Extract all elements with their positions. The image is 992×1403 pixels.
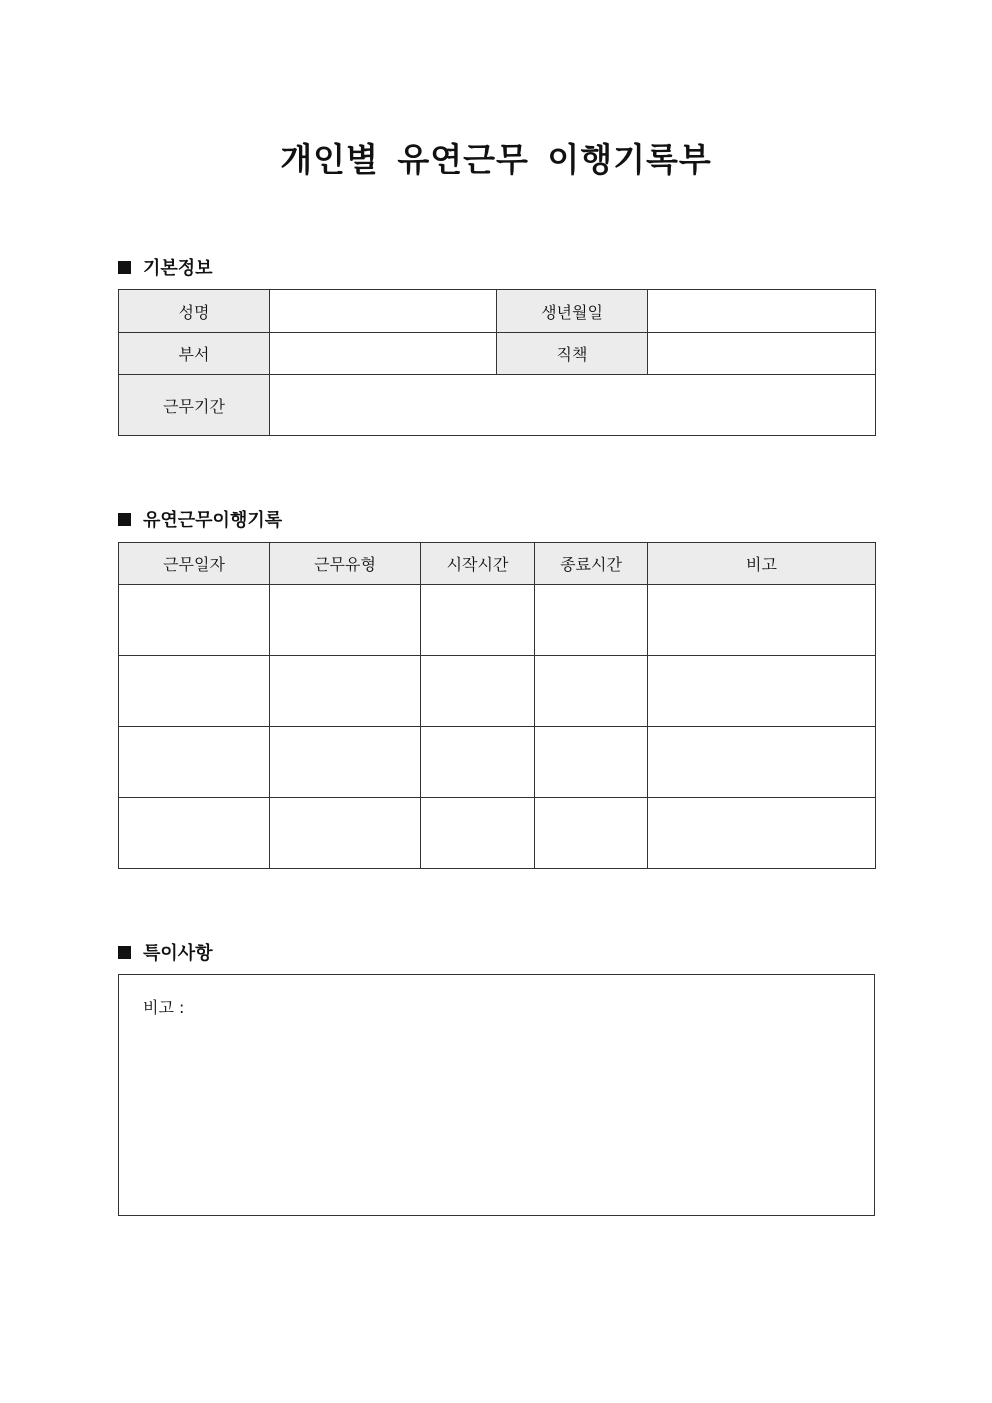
birth-label: 생년월일: [497, 290, 648, 333]
section-basic-info-title: 기본정보: [143, 258, 213, 279]
square-bullet-icon: [118, 946, 131, 959]
record-cell[interactable]: [648, 798, 876, 869]
record-cell[interactable]: [270, 798, 421, 869]
table-row: [119, 727, 876, 798]
dept-label: 부서: [119, 333, 270, 375]
square-bullet-icon: [118, 513, 131, 526]
record-cell[interactable]: [421, 656, 535, 727]
record-cell[interactable]: [119, 727, 270, 798]
page-title: 개인별 유연근무 이행기록부: [280, 140, 712, 179]
record-cell[interactable]: [119, 585, 270, 656]
name-label: 성명: [119, 290, 270, 333]
record-cell[interactable]: [648, 727, 876, 798]
section-records-heading: [118, 506, 282, 532]
record-cell[interactable]: [421, 727, 535, 798]
record-cell[interactable]: [648, 585, 876, 656]
column-header: 근무유형: [270, 543, 421, 585]
record-cell[interactable]: [270, 656, 421, 727]
period-field[interactable]: [270, 375, 876, 436]
record-cell[interactable]: [270, 585, 421, 656]
table-row: [119, 656, 876, 727]
records-table: [118, 542, 876, 869]
column-header: 시작시간: [421, 543, 535, 585]
basic-info-table: [118, 289, 876, 436]
column-header: 종료시간: [535, 543, 648, 585]
remarks-note-label: 비고 :: [143, 998, 185, 1017]
table-row: [119, 798, 876, 869]
record-cell[interactable]: [535, 727, 648, 798]
dept-field[interactable]: [270, 333, 497, 375]
column-header: 비고: [648, 543, 876, 585]
birth-field[interactable]: [648, 290, 876, 333]
record-cell[interactable]: [421, 798, 535, 869]
record-cell[interactable]: [648, 656, 876, 727]
record-cell[interactable]: [535, 585, 648, 656]
square-bullet-icon: [118, 261, 131, 274]
name-field[interactable]: [270, 290, 497, 333]
section-remarks-title: 특이사항: [143, 943, 213, 964]
section-remarks-heading: [118, 939, 213, 965]
section-basic-info-heading: [118, 254, 213, 280]
remarks-box[interactable]: [118, 974, 875, 1216]
section-records-title: 유연근무이행기록: [143, 510, 283, 531]
record-cell[interactable]: [535, 656, 648, 727]
column-header: 근무일자: [119, 543, 270, 585]
position-field[interactable]: [648, 333, 876, 375]
record-cell[interactable]: [119, 798, 270, 869]
period-label: 근무기간: [119, 375, 270, 436]
record-cell[interactable]: [421, 585, 535, 656]
table-row: [119, 585, 876, 656]
record-cell[interactable]: [535, 798, 648, 869]
position-label: 직책: [497, 333, 648, 375]
record-cell[interactable]: [270, 727, 421, 798]
records-header-row: [119, 543, 876, 585]
record-cell[interactable]: [119, 656, 270, 727]
